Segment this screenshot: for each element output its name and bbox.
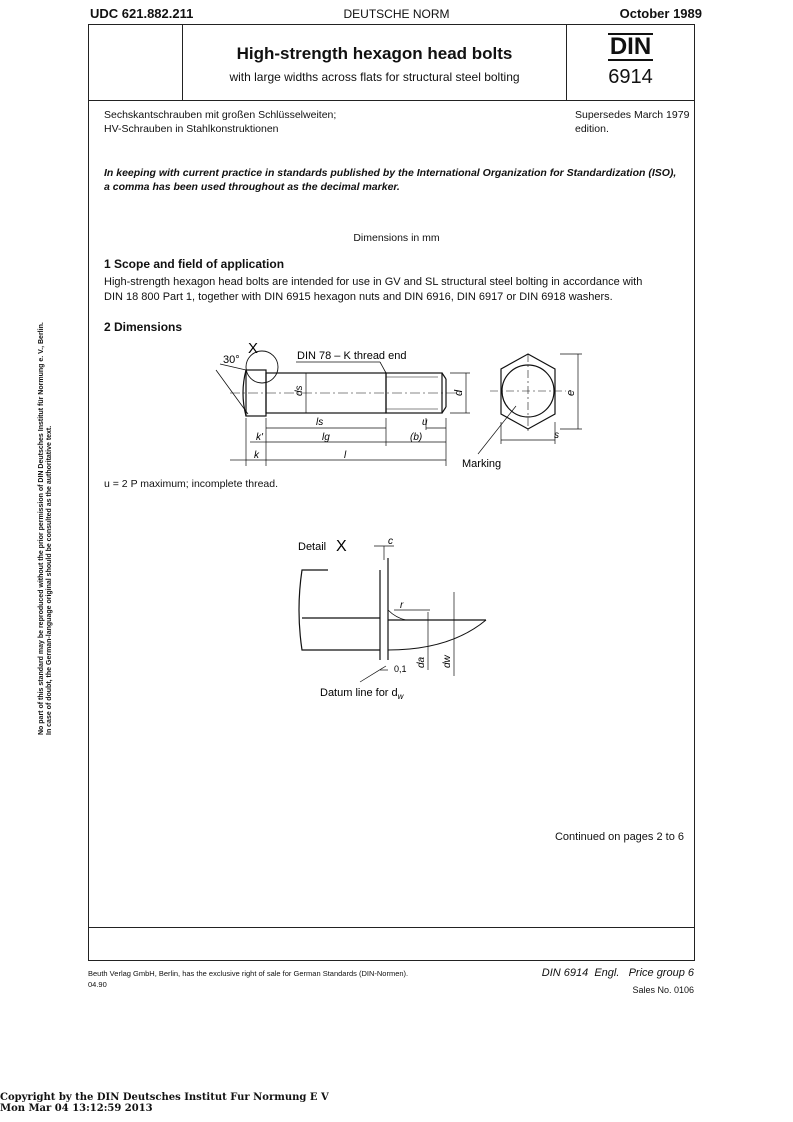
x-mark-label: X (248, 340, 259, 357)
copyright-side-note: No part of this standard may be reproduced without the prior permission of DIN Deutsches Institut für Normung e. V., Berlin. In case of doubt, the German-language original should be consulted as the authoritative text. (38, 322, 53, 735)
continued-note: Continued on pages 2 to 6 (554, 831, 684, 843)
document-subtitle: with large widths across flats for structural steel bolting (229, 70, 520, 84)
sales-number: Sales No. 0106 (632, 985, 694, 995)
c-label: c (388, 536, 393, 547)
e-label: e (565, 389, 577, 396)
bolt-drawing (200, 334, 620, 474)
kprime-label: k' (256, 432, 263, 443)
iso-note: In keeping with current practice in standards published by the International Organization for Standardization (ISO), a comma has been used throughout as the decimal marker. (104, 167, 677, 193)
detail-title: Detail (298, 541, 327, 553)
issue-date: October 1989 (619, 6, 702, 21)
udc-code: UDC 621.882.211 (90, 6, 194, 21)
dimensions-note: Dimensions in mm (353, 232, 440, 244)
thread-end-label: DIN 78 – K thread end (297, 350, 407, 362)
lg-label: lg (322, 432, 330, 443)
din-logo (566, 33, 695, 61)
supersedes-note: Supersedes March 1979 edition. (575, 109, 690, 135)
detail-x-drawing (290, 530, 510, 710)
section-1-text: High-strength hexagon head bolts are intended for use in GV and SL structural steel bolting in accordance with DIN 18 800 Part 1, together with DIN 6915 hexagon nuts and DIN 6916, DIN 6917 or DIN 6918 washers. (104, 276, 643, 303)
dw-label: dw (442, 655, 453, 668)
angle-label: 30° (223, 354, 240, 366)
page-frame (88, 24, 695, 961)
u-label: u (422, 417, 428, 428)
section-2-heading: 2 Dimensions (104, 320, 183, 334)
tolerance-label: 0,1 (394, 664, 407, 674)
footer-reference: DIN 6914 Engl. Price group 6 (541, 967, 694, 979)
din-number: 6914 (608, 66, 653, 88)
footer-divider (88, 927, 695, 928)
detail-head-outline (299, 570, 380, 650)
marking-label: Marking (462, 458, 502, 470)
u-note: u = 2 P maximum; incomplete thread. (104, 478, 279, 490)
ds-label: ds (294, 385, 305, 396)
r-label: r (400, 600, 404, 611)
title-divider (88, 100, 695, 101)
b-label: (b) (410, 432, 423, 443)
footer-publisher: Beuth Verlag GmbH, Berlin, has the exclusive right of sale for German Standards (DIN-Normen). 04.90 (88, 969, 409, 989)
copyright-stamp: Copyright by the DIN Deutsches Institut Fur Normung E V Mon Mar 04 13:12:59 2013 (0, 1092, 329, 1114)
s-label: s (554, 430, 559, 441)
ls-label: ls (316, 417, 324, 428)
document-title: High-strength hexagon head bolts (236, 44, 513, 63)
detail-x-mark: X (336, 538, 347, 555)
k-label: k (254, 450, 259, 461)
l-label: l (344, 450, 347, 461)
din-logo-text: DIN (609, 33, 652, 60)
d-label: d (453, 389, 465, 396)
german-title: Sechskantschrauben mit großen Schlüsselweiten; HV-Schrauben in Stahlkonstruktionen (104, 109, 337, 135)
section-1-heading: 1 Scope and field of application (104, 257, 285, 271)
da-label: da (416, 656, 427, 668)
datum-label: Datum line for $d_w$ (320, 687, 404, 701)
norm-label: DEUTSCHE NORM (343, 7, 450, 21)
